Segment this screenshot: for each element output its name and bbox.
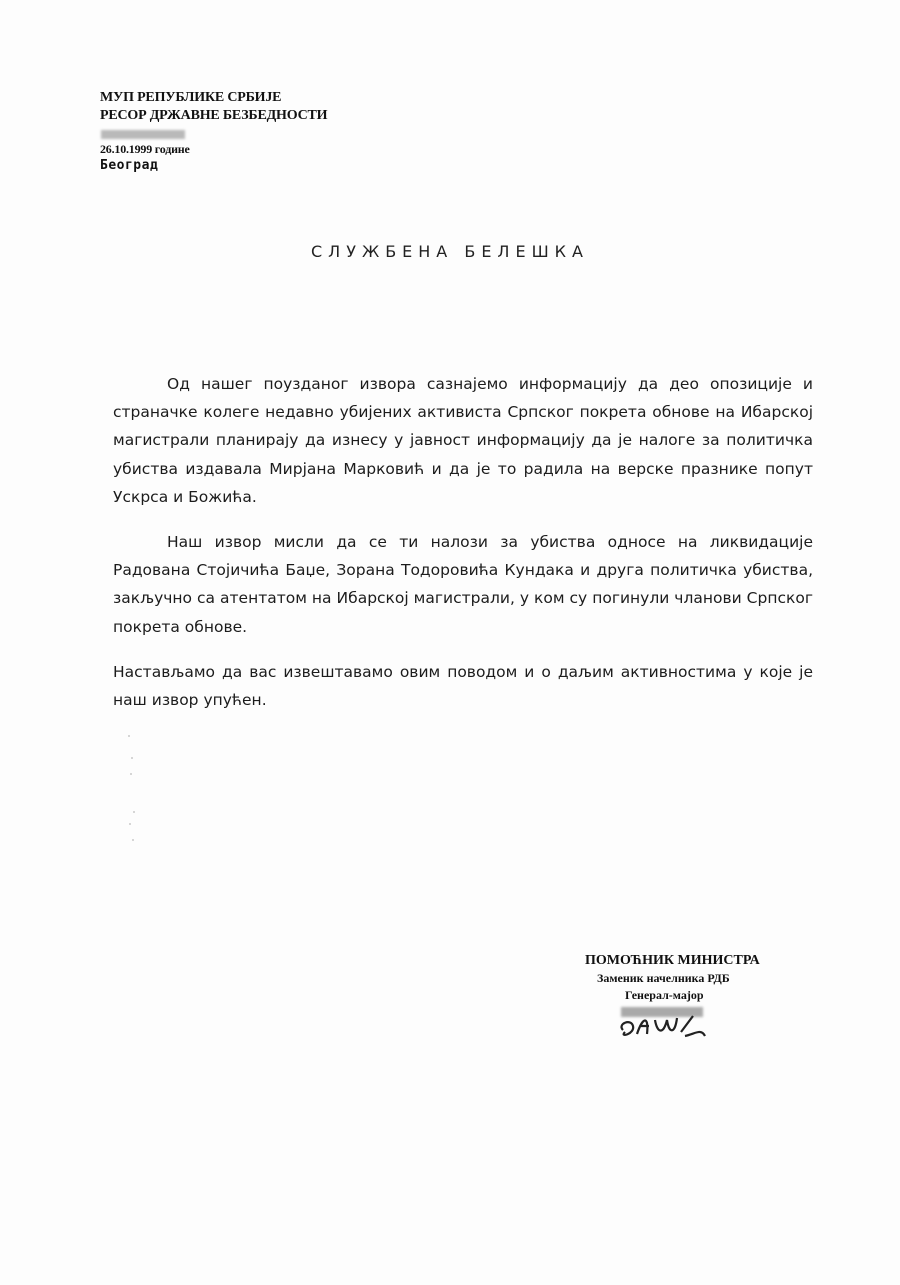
document-date: 26.10.1999 године [100,142,190,156]
signatory-position: ПОМОЋНИК МИНИСТРА [585,953,760,968]
letterhead [100,89,327,175]
ministry-name: МУП РЕПУБЛИКЕ СРБИЈЕ [100,90,282,105]
body-paragraph-3: Настављамо да вас извештавамо овим поводом и о даљим активностима у које је наш извор упућен. [113,662,813,710]
signatory-rank: Генерал-мајор [625,988,704,1002]
signatory-role: Заменик начелника РДБ [597,971,730,985]
reference-number-redacted [100,125,327,141]
document-title: СЛУЖБЕНА БЕЛЕШКА [311,242,589,261]
department-name: РЕСОР ДРЖАВНЕ БЕЗБЕДНОСТИ [100,108,328,123]
document-city: Београд [100,158,159,173]
scan-speckles [128,735,138,845]
document-body [113,370,813,731]
body-paragraph-1: Од нашег поузданог извора сазнајемо информацију да део опозиције и страначке колеге недавно убијених активиста Српског покрета обнове на Ибарској магистрали планирају да изнесу у јавност информацију да је налоге за политичка убиства издавала Мирјана Марковић и да је то радила на верске празнике попут Ускрса и Божића. [113,375,813,506]
handwritten-signature [615,1008,715,1044]
redaction-block [101,130,185,139]
body-paragraph-2: Наш извор мисли да се ти налози за убиства односе на ликвидације Радована Стојичића Баџе, Зорана Тодоровића Кундака и друга политичка убиства, закључно са атентатом на Ибарској магистрали, у ком су погинули чланови Српског покрета обнове. [113,533,813,636]
